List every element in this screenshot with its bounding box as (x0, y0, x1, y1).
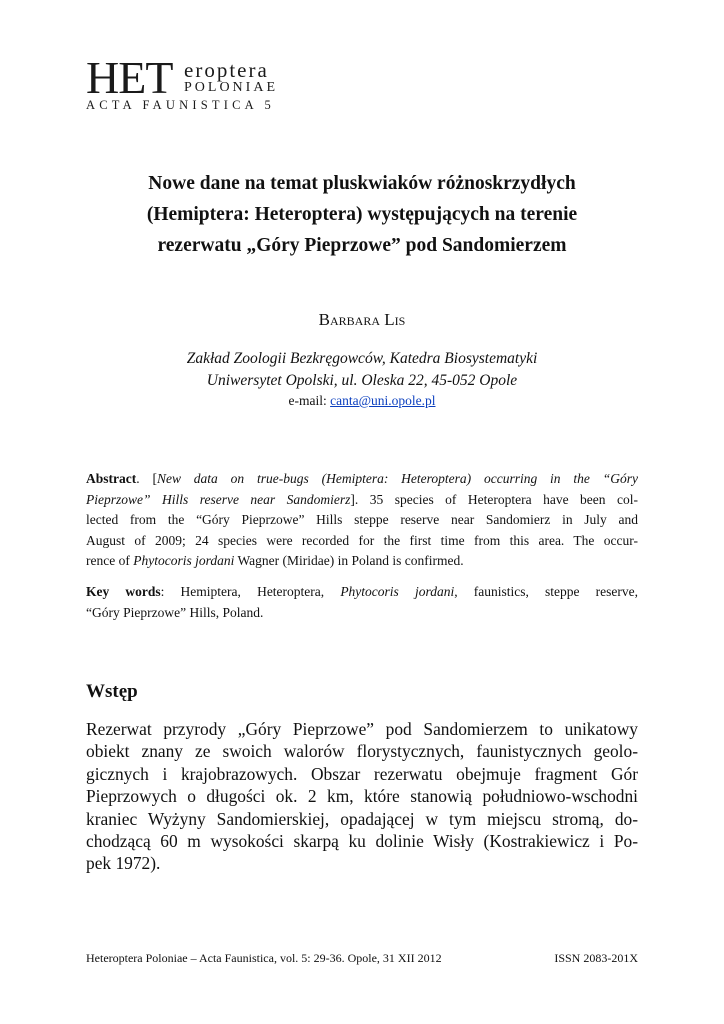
footer-issn: ISSN 2083-201X (554, 951, 638, 965)
author-name: Barbara Lis (318, 310, 406, 329)
email-line (0, 391, 724, 411)
logo-poloniae: POLONIAE (184, 80, 278, 95)
logo-eroptera: eroptera (184, 58, 269, 82)
abstract-line: lected from the “Góry Pieprzowe” Hills steppe reserve near Sandomierz in July and (86, 512, 638, 528)
paragraph-line: obiekt znany ze swoich walorów florystycznych, faunistycznych geolo- (86, 741, 638, 762)
email-label: e-mail: (288, 393, 331, 408)
paragraph-line: Pieprzowych o długości ok. 2 km, które stanowią południowo-wschodni (86, 786, 638, 807)
abstract-line: Abstract. [New data on true-bugs (Hemiptera: Heteroptera) occurring in the “Góry (86, 471, 638, 486)
affiliation (0, 348, 724, 392)
paragraph-line: Rezerwat przyrody „Góry Pieprzowe” pod Sandomierzem to unikatowy (86, 719, 638, 739)
email-link[interactable]: canta@uni.opole.pl (330, 393, 436, 408)
abstract-label: Abstract (86, 471, 137, 486)
abstract-line: Pieprzowe” Hills reserve near Sandomierz]. 35 species of Heteroptera have been col- (86, 491, 638, 507)
section-paragraph (86, 718, 638, 875)
title-line: Nowe dane na temat pluskwiaków różnoskrzydłych (148, 173, 576, 194)
keywords-line: “Góry Pieprzowe” Hills, Poland. (86, 604, 264, 620)
paragraph-line: pek 1972). (86, 853, 161, 874)
keywords-label: Key words (86, 584, 161, 599)
footer-citation: Heteroptera Poloniae – Acta Faunistica, vol. 5: 29-36. Opole, 31 XII 2012 (86, 951, 442, 965)
paragraph-line: chodzącą 60 m wysokości skarpą ku dolinie Wisły (Kostrakiewicz i Po- (86, 831, 638, 852)
abstract-line: August of 2009; 24 species were recorded for the first time from this area. The occur- (86, 532, 638, 548)
paragraph-line: kraniec Wyżyny Sandomierskiej, opadającej w tym miejscu stromą, do- (86, 808, 638, 829)
keywords (86, 582, 638, 623)
abstract (86, 469, 638, 572)
abstract-line: rence of Phytocoris jordani Wagner (Miridae) in Poland is confirmed. (86, 553, 464, 569)
section-heading: Wstęp (86, 681, 138, 702)
affiliation-line-2: Uniwersytet Opolski, ul. Oleska 22, 45-052 Opole (206, 372, 518, 389)
logo-het: HET (86, 52, 173, 103)
affiliation-line-1: Zakład Zoologii Bezkręgowców, Katedra Biosystematyki (186, 350, 538, 367)
paper-title (60, 168, 664, 261)
logo-series: ACTA FAUNISTICA 5 (86, 98, 275, 112)
title-line: rezerwatu „Góry Pieprzowe” pod Sandomierzem (157, 235, 567, 256)
keywords-line: Key words: Hemiptera, Heteroptera, Phytocoris jordani, faunistics, steppe reserve, (86, 584, 639, 599)
paragraph-line: gicznych i krajobrazowych. Obszar rezerwatu obejmuje fragment Gór (86, 763, 638, 784)
title-line: (Hemiptera: Heteroptera) występujących na terenie (146, 204, 578, 225)
